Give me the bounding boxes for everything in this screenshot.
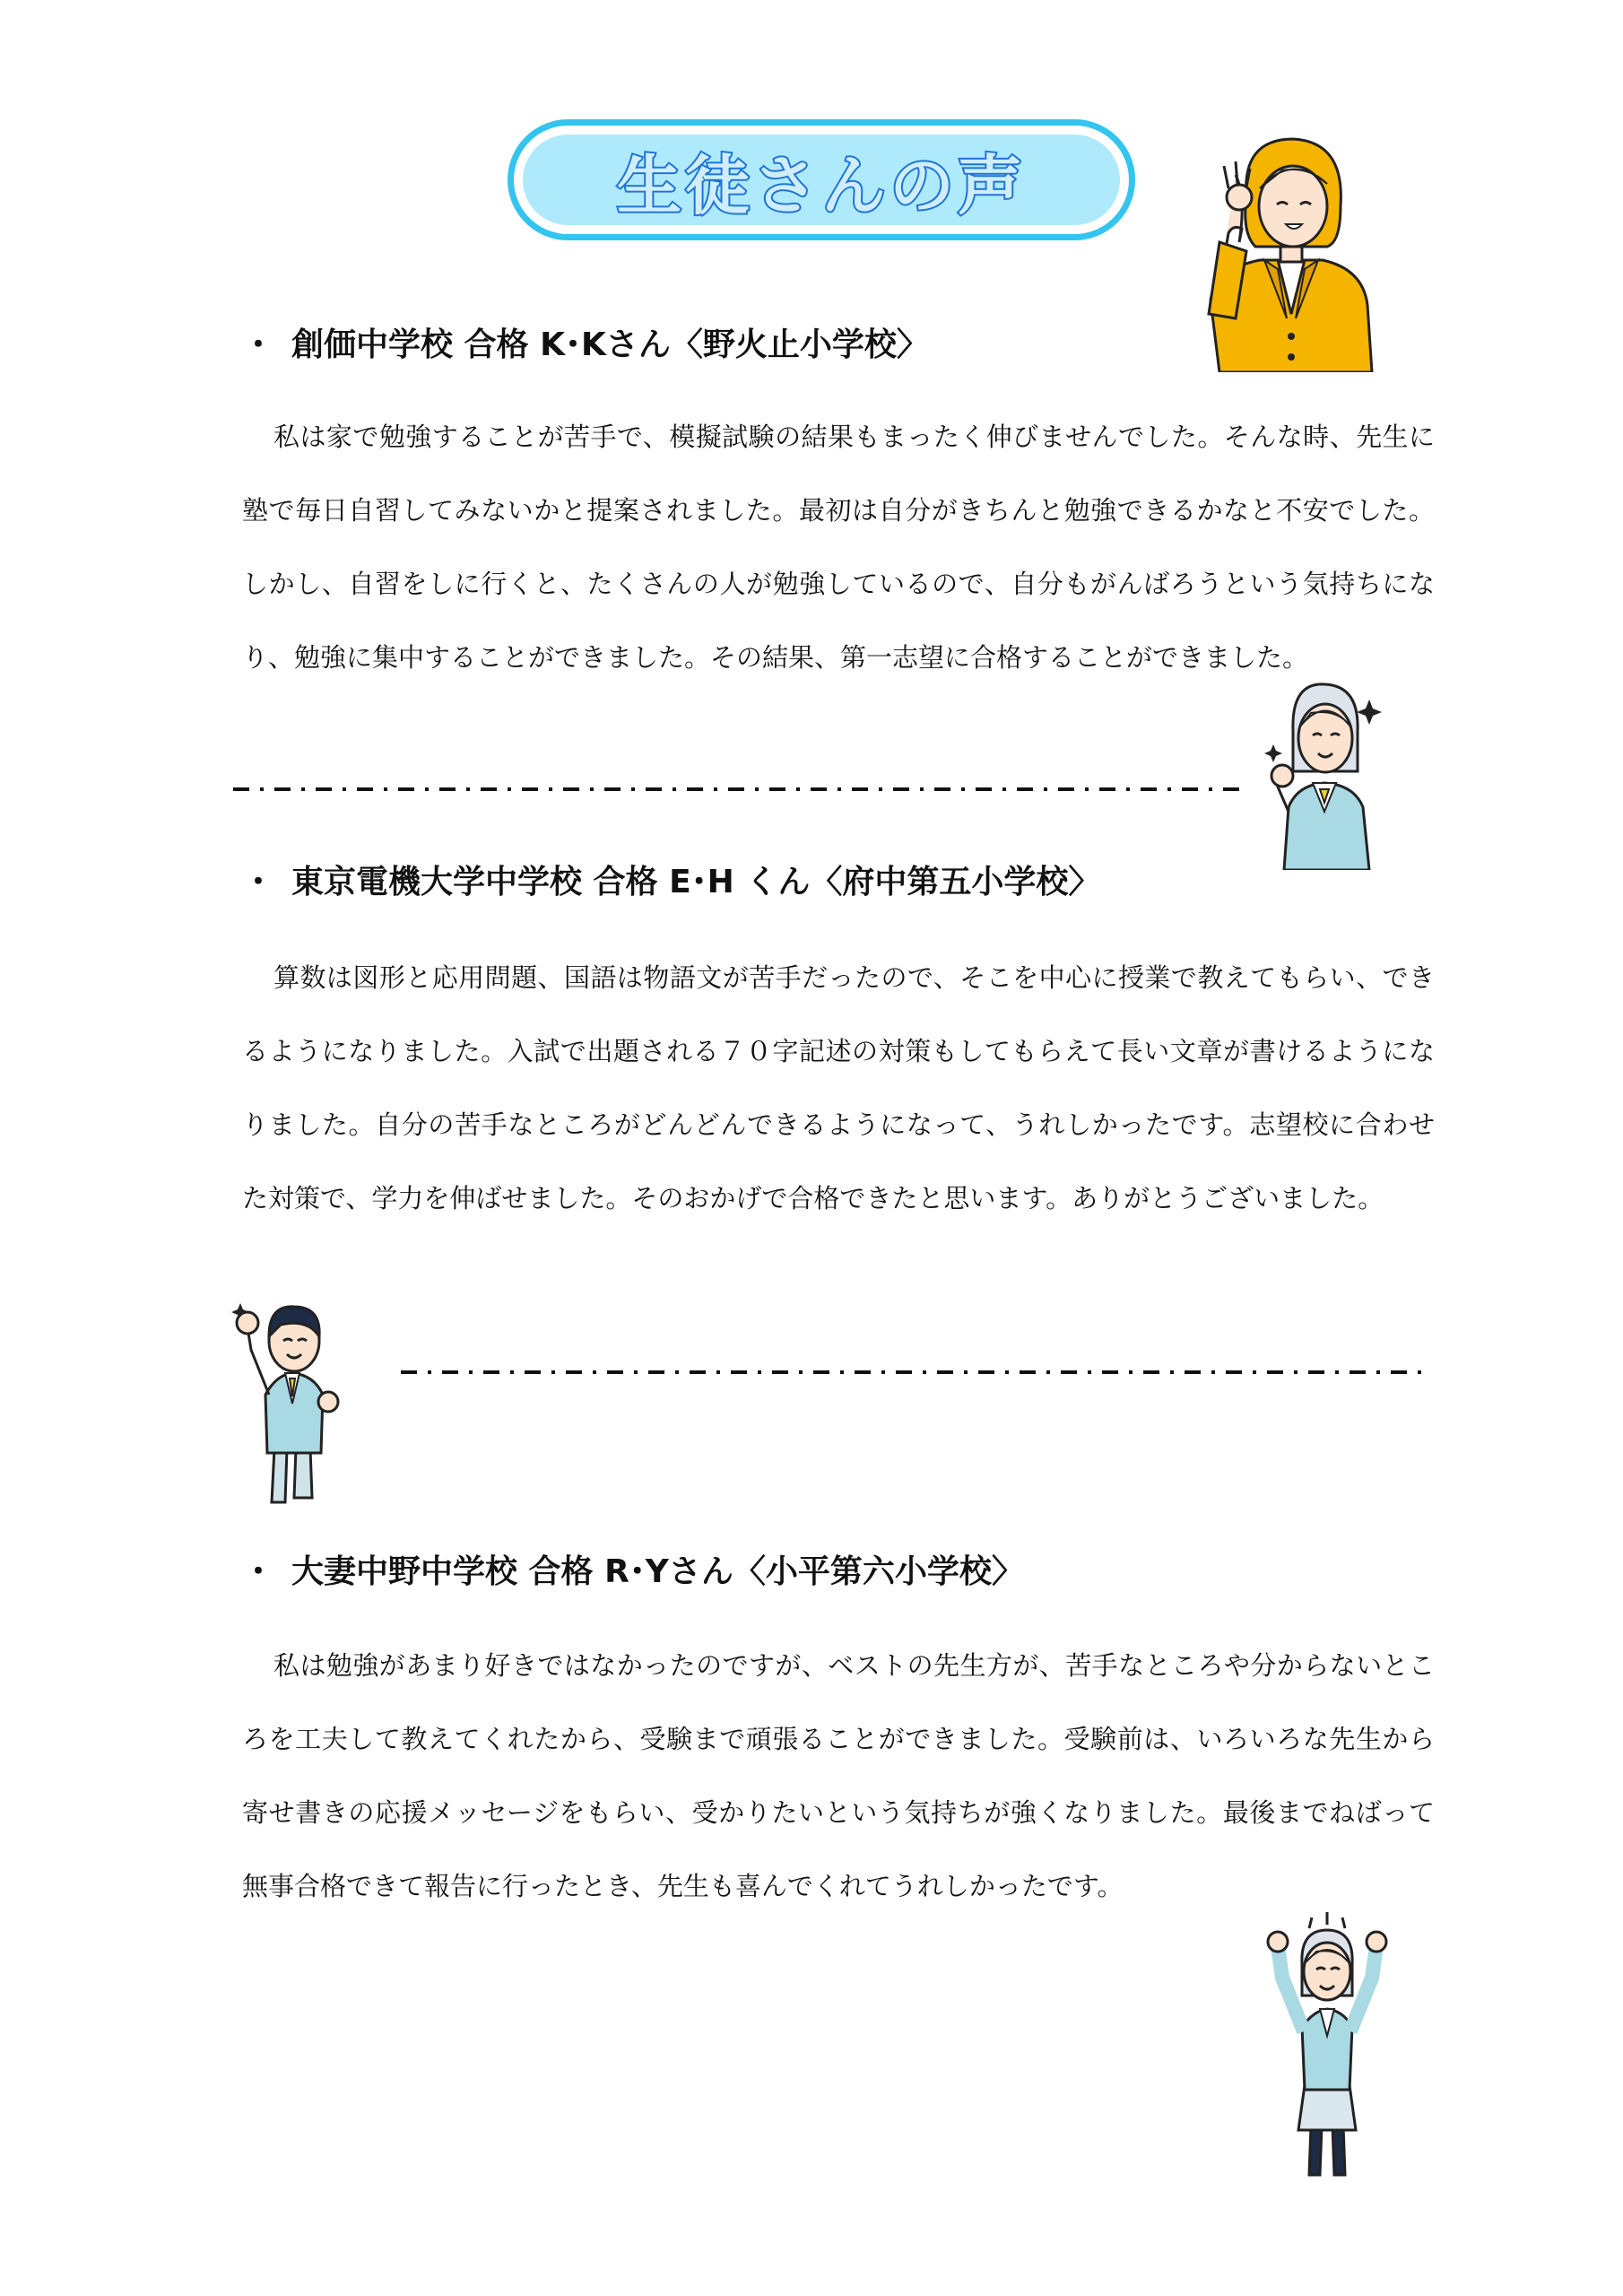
- testimonial-heading-3: [242, 1553, 1024, 1590]
- bullet: ・: [242, 1553, 275, 1590]
- testimonial-body-2: 算数は図形と応用問題、国語は物語文が苦手だったので、そこを中心に授業で教えてもらい、できるようになりました。入試で出題される７０字記述の対策もしてもらえて長い文章が書けるようになりました。自分の苦手なところがどんどんできるようになって、うれしかったです。志望校に合わせた対策で、学力を伸ばせました。そのおかげで合格できたと思います。ありがとうございました。: [242, 962, 1435, 1213]
- student-boy-cheering-illustration: [231, 1296, 357, 1511]
- bullet: ・: [242, 864, 275, 900]
- heading-text: 創価中学校 合格 K･Kさん〈野火止小学校〉: [291, 326, 929, 363]
- title-badge-inner: [523, 135, 1120, 225]
- page-title: 生徒さんの声: [616, 147, 1026, 223]
- dash-dot-divider-2: [401, 1370, 1432, 1375]
- title-badge: [508, 119, 1135, 240]
- presenter-woman-illustration: [1193, 135, 1381, 372]
- heading-text: 大妻中野中学校 合格 R･Yさん〈小平第六小学校〉: [291, 1553, 1024, 1590]
- dash-dot-divider-1: [233, 787, 1242, 792]
- testimonial-heading-1: [242, 326, 929, 363]
- testimonial-body-3: 私は勉強があまり好きではなかったのですが、ベストの先生方が、苦手なところや分からないところを工夫して教えてくれたから、受験まで頑張ることができました。受験前は、いろいろな先生から寄せ書きの応援メッセージをもらい、受かりたいという気持ちが強くなりました。最後までねばって無事合格できて報告に行ったとき、先生も喜んでくれてうれしかったです。: [242, 1650, 1435, 1901]
- testimonial-heading-2: [242, 866, 1100, 899]
- student-girl-cheering-illustration: [1264, 1910, 1390, 2179]
- student-girl-fist-illustration: [1257, 677, 1392, 870]
- bullet: ・: [242, 326, 275, 363]
- heading-text: 東京電機大学中学校 合格 E･H くん〈府中第五小学校〉: [291, 864, 1101, 900]
- testimonial-body-1: 私は家で勉強することが苦手で、模擬試験の結果もまったく伸びませんでした。そんな時、先生に塾で毎日自習してみないかと提案されました。最初は自分がきちんと勉強できるかなと不安でした。しかし、自習をしに行くと、たくさんの人が勉強しているので、自分もがんばろうという気持ちになり、勉強に集中することができました。その結果、第一志望に合格することができました。: [242, 422, 1435, 673]
